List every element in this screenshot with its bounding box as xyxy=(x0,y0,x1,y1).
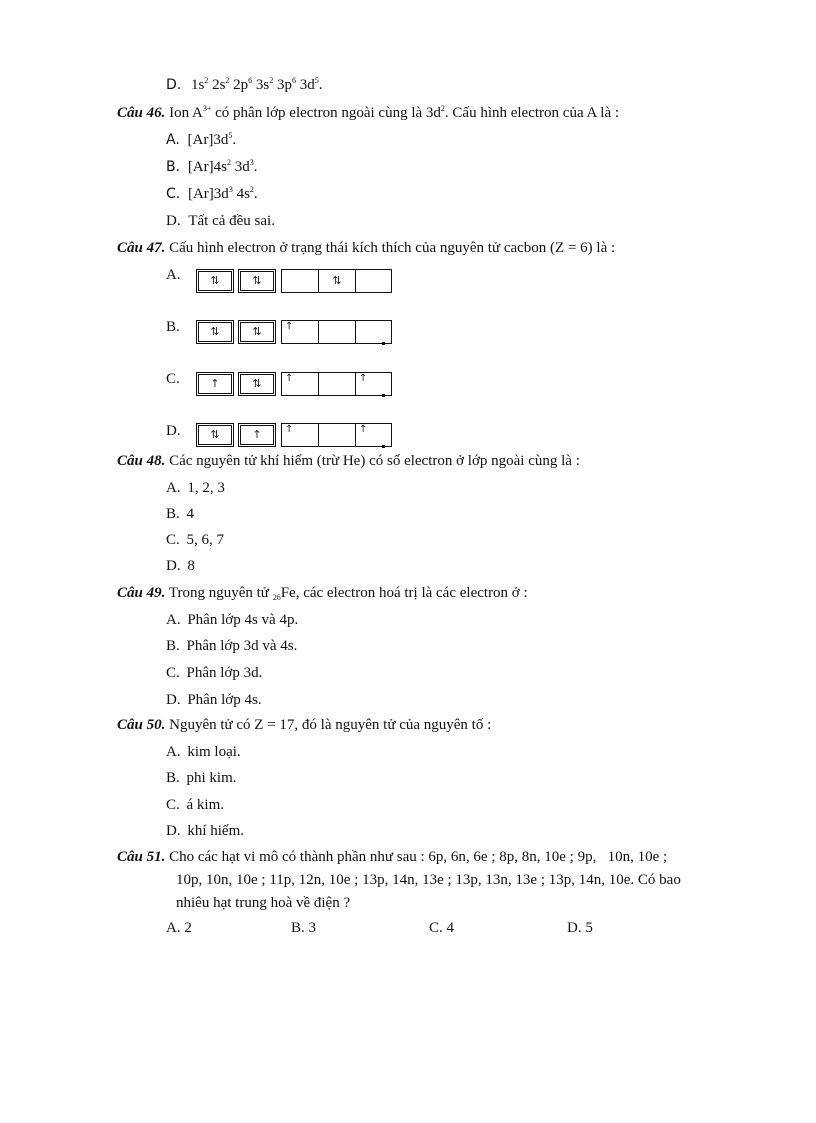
q50-option-c: C. á kim. xyxy=(166,797,225,813)
orbital-box: ⇅ xyxy=(238,372,276,396)
question-number: Câu 51. xyxy=(117,849,166,865)
orbital-box xyxy=(318,423,355,447)
q51-option-b: B. 3 xyxy=(291,920,317,936)
orbital-box xyxy=(355,320,392,344)
orbital-box: ↑ xyxy=(355,423,392,447)
orbital-box: ⇅ xyxy=(238,269,276,293)
orbital-box: ↑ xyxy=(238,423,276,447)
q51-option-d: D. 5 xyxy=(567,920,593,936)
q48-option-b: B. 4 xyxy=(166,506,195,522)
q47-option-c-label: C. xyxy=(166,371,180,387)
orbital-box: ↑ xyxy=(281,423,318,447)
q47-option-a-label: A. xyxy=(166,267,181,283)
q46-option-b: B. $[Ar]4s^2$ $3d^3$. xyxy=(166,158,258,175)
orbital-box: ↑ xyxy=(355,372,392,396)
orbital-box: ↑ xyxy=(281,320,318,344)
orbital-box: ↑ xyxy=(196,372,234,396)
q46-option-a: A. $[Ar]3d^5$. xyxy=(166,131,237,148)
orbital-box: ↑ xyxy=(281,372,318,396)
q45-option-d: D. $1s^2$ $2s^2$ $2p^6$ $3s^2$ $3p^6$ $3d^5$. xyxy=(166,76,323,93)
orbital-box xyxy=(355,269,392,293)
q50-option-a: A. kim loại. xyxy=(166,744,241,760)
q48-option-d: D. 8 xyxy=(166,558,195,574)
q49-option-c: C. Phân lớp 3d. xyxy=(166,665,263,681)
orbital-box: ⇅ xyxy=(196,269,234,293)
orbital-box: ⇅ xyxy=(196,423,234,447)
question-number: Câu 48. xyxy=(117,453,166,469)
orbital-box: ⇅ xyxy=(196,320,234,344)
q50-option-d: D. khí hiếm. xyxy=(166,823,245,839)
q48-option-c: C. 5, 6, 7 xyxy=(166,532,225,548)
q48-option-a: A. 1, 2, 3 xyxy=(166,480,225,496)
orbital-box: ⇅ xyxy=(238,320,276,344)
question-number: Câu 47. xyxy=(117,240,166,256)
q49-option-d: D. Phân lớp 4s. xyxy=(166,692,262,708)
q51-option-c: C. 4 xyxy=(429,920,455,936)
question-51-line-3: nhiêu hạt trung hoà về điện ? xyxy=(176,895,351,911)
q49-option-b: B. Phân lớp 3d và 4s. xyxy=(166,638,298,654)
q49-option-a: A. Phân lớp 4s và 4p. xyxy=(166,612,299,628)
orbital-box: ⇅ xyxy=(318,269,355,293)
q47-option-b-label: B. xyxy=(166,319,180,335)
question-49: Câu 49. Trong nguyên tử $_{26}$Fe, các electron hoá trị là các electron ở : xyxy=(117,585,528,602)
question-50: Câu 50. Nguyên tử có Z = 17, đó là nguyên tử của nguyên tố : xyxy=(117,717,492,733)
question-51: Câu 51. Cho các hạt vi mô có thành phần như sau : 6p, 6n, 6e ; 8p, 8n, 10e ; 9p, 10n, 10e ; xyxy=(117,849,668,865)
q46-option-d: D. Tất cả đều sai. xyxy=(166,213,275,229)
question-number: Câu 49. xyxy=(117,585,166,601)
question-51-line-2: 10p, 10n, 10e ; 11p, 12n, 10e ; 13p, 14n, 13e ; 13p, 13n, 13e ; 13p, 14n, 10e. Có bao xyxy=(176,872,681,888)
q51-option-a: A. 2 xyxy=(166,920,192,936)
orbital-box xyxy=(318,320,355,344)
question-48: Câu 48. Các nguyên tử khí hiếm (trừ He) có số electron ở lớp ngoài cùng là : xyxy=(117,453,580,469)
q46-option-c: C. $[Ar]3d^3$ $4s^2$. xyxy=(166,185,258,202)
question-number: Câu 46. xyxy=(117,105,166,121)
orbital-box xyxy=(281,269,318,293)
orbital-box xyxy=(318,372,355,396)
q50-option-b: B. phi kim. xyxy=(166,770,237,786)
q47-option-d-label: D. xyxy=(166,423,181,439)
question-47: Câu 47. Cấu hình electron ở trạng thái kích thích của nguyên tử cacbon (Z = 6) là : xyxy=(117,240,616,256)
question-number: Câu 50. xyxy=(117,717,166,733)
question-46: Câu 46. Ion $A^{3+}$ có phân lớp electron ngoài cùng là $3d^2$. Cấu hình electron của A là : xyxy=(117,104,620,121)
